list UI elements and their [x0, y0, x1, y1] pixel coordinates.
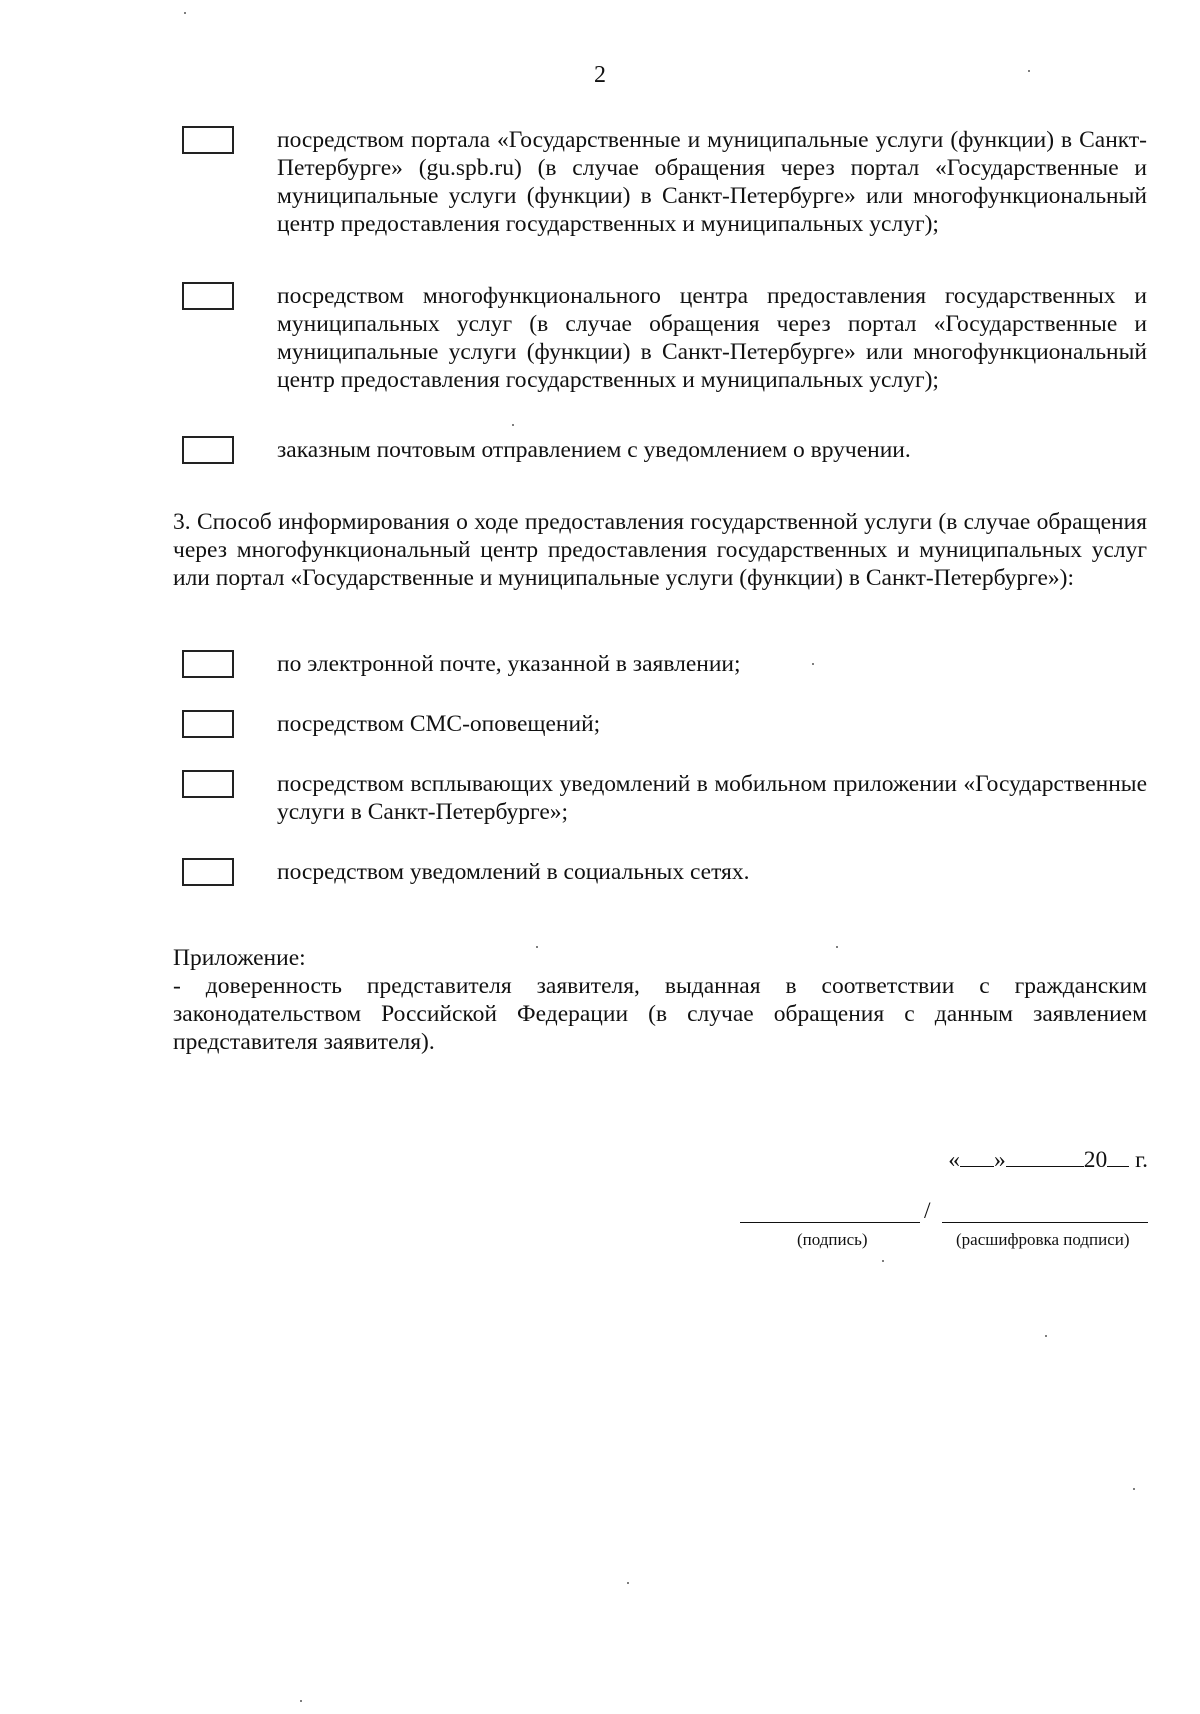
signature-decoding-line[interactable]: [942, 1222, 1148, 1223]
signature-separator: /: [924, 1198, 931, 1224]
section3-heading: 3. Способ информирования о ходе предоставления государственной услуги (в случае обращения через многофункциональный центр предоставления государственных и муниципальных услуг или портал «Государственные и муниципальные услуги (функции) в Санкт-Петербурге»):: [173, 509, 1147, 591]
delivery-option-portal-label: посредством портала «Государственные и муниципальные услуги (функции) в Санкт-Петербурге» (gu.spb.ru) (в случае обращения через портал «Государственные и муниципальные услуги (функции) в Санкт-Петербурге» или многофункциональный центр предоставления государственных и муниципальных услуг);: [277, 127, 1147, 237]
scan-speck: [300, 1700, 302, 1702]
checkbox-email[interactable]: [182, 650, 234, 678]
checkbox-registered-mail[interactable]: [182, 436, 234, 464]
inform-option-push: [182, 770, 1147, 826]
checkbox-social[interactable]: [182, 858, 234, 886]
delivery-option-mfc: [182, 282, 1147, 394]
inform-option-email: [182, 650, 1147, 678]
inform-option-sms: [182, 710, 1147, 738]
scan-speck: [627, 1582, 629, 1584]
scan-speck: [1028, 70, 1030, 72]
date-line: [948, 1144, 1148, 1174]
inform-option-push-label: посредством всплывающих уведомлений в мобильном приложении «Государственные услуги в Санкт-Петербурге»;: [277, 771, 1147, 825]
month-blank[interactable]: [1006, 1144, 1084, 1167]
year-suffix: г.: [1135, 1147, 1148, 1173]
delivery-option-mfc-label: посредством многофункционального центра предоставления государственных и муниципальных услуг (в случае обращения через портал «Государственные и муниципальные услуги (функции) в Санкт-Петербурге» или многофункциональный центр предоставления государственных и муниципальных услуг);: [277, 283, 1147, 393]
scan-speck: [184, 12, 186, 14]
attachment-text: - доверенность представителя заявителя, выданная в соответствии с гражданским законодательством Российской Федерации (в случае обращения с данным заявлением представителя заявителя).: [173, 973, 1147, 1055]
inform-option-sms-label: посредством СМС-оповещений;: [277, 711, 601, 737]
scan-speck: [512, 424, 514, 426]
scan-speck: [836, 946, 838, 948]
delivery-option-mail-label: заказным почтовым отправлением с уведомлением о вручении.: [277, 437, 911, 463]
checkbox-push[interactable]: [182, 770, 234, 798]
delivery-option-portal: [182, 126, 1147, 238]
day-blank[interactable]: [960, 1144, 994, 1167]
scan-speck: [812, 663, 814, 665]
page-number: 2: [594, 62, 606, 88]
inform-option-email-label: по электронной почте, указанной в заявлении;: [277, 651, 741, 677]
scan-speck: [882, 1260, 884, 1262]
signature-caption: (подпись): [797, 1230, 868, 1249]
checkbox-sms[interactable]: [182, 710, 234, 738]
checkbox-portal[interactable]: [182, 126, 234, 154]
year-blank[interactable]: [1107, 1144, 1129, 1167]
date-close-quote: »: [994, 1147, 1006, 1173]
signature-decoding-caption: (расшифровка подписи): [956, 1230, 1130, 1249]
scan-speck: [1133, 1488, 1135, 1490]
scan-speck: [1045, 1335, 1047, 1337]
scan-speck: [536, 946, 538, 948]
year-prefix: 20: [1083, 1147, 1108, 1173]
attachment-title: Приложение:: [173, 945, 306, 971]
checkbox-mfc[interactable]: [182, 282, 234, 310]
date-open-quote: «: [948, 1147, 960, 1173]
inform-option-social: [182, 858, 1147, 886]
signature-line[interactable]: [740, 1222, 920, 1223]
delivery-option-mail: [182, 436, 1147, 464]
inform-option-social-label: посредством уведомлений в социальных сетях.: [277, 859, 750, 885]
